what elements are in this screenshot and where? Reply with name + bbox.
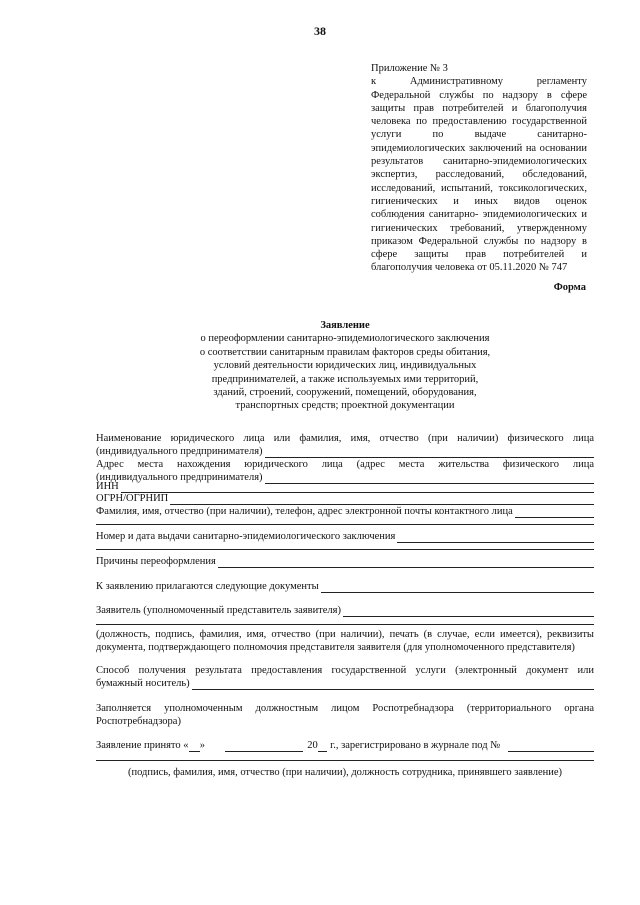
statement-title-block bbox=[150, 319, 540, 413]
contact-input[interactable] bbox=[515, 507, 594, 518]
appendix-line: соблюдения санитарно- эпидемиологических и bbox=[371, 209, 587, 221]
reasons-field bbox=[96, 555, 594, 568]
applicant-field bbox=[96, 604, 594, 617]
reasons-label: Причины переоформления bbox=[96, 556, 216, 567]
inn-label: ИНН bbox=[96, 481, 119, 492]
delivery-method-label: Способ получения результата предоставления государственной услуги (электронный документ или bbox=[96, 665, 594, 676]
acceptor-signature-line[interactable] bbox=[96, 760, 594, 761]
registration-number-input[interactable] bbox=[508, 741, 594, 752]
statement-subtitle-line: условий деятельности юридических лиц, индивидуальных bbox=[213, 360, 477, 372]
accepted-quote-close: » bbox=[199, 740, 205, 751]
accepted-suffix: г., зарегистрировано в журнале под № bbox=[330, 740, 501, 751]
conclusion-number-input[interactable] bbox=[397, 532, 594, 543]
applicant-input-line-2[interactable] bbox=[96, 624, 594, 625]
appendix-title: Приложение № 3 bbox=[371, 63, 448, 74]
statement-subtitle-line: предпринимателей, а также используемых ими территорий, bbox=[211, 373, 479, 385]
ogrn-label: ОГРН/ОГРНИП bbox=[96, 493, 169, 504]
accepted-month-input[interactable] bbox=[225, 741, 303, 752]
accepted-prefix: Заявление принято « bbox=[96, 740, 189, 751]
appendix-line: услуги по выдаче санитарно- bbox=[371, 129, 587, 141]
appendix-line: эпидемиологических заключений на основании bbox=[371, 142, 587, 154]
accepted-year-input[interactable] bbox=[318, 741, 327, 752]
documents-field bbox=[96, 580, 594, 593]
ogrn-input[interactable] bbox=[170, 494, 594, 505]
statement-subtitle-line: зданий, строений, сооружений, помещений, оборудования, bbox=[213, 387, 477, 399]
appendix-line: к Административному регламенту bbox=[371, 76, 587, 88]
conclusion-number-field bbox=[96, 530, 594, 543]
contact-field bbox=[96, 505, 594, 518]
statement-subtitle-line: транспортных средств; проектной документации bbox=[235, 400, 455, 412]
applicant-name-input[interactable] bbox=[265, 447, 594, 458]
accepted-day-input[interactable] bbox=[189, 741, 200, 752]
ogrn-field bbox=[96, 492, 594, 505]
appendix-line: приказом Федеральной службы по надзору в bbox=[371, 235, 587, 247]
delivery-method-label-cont: бумажный носитель) bbox=[96, 678, 190, 689]
appendix-line: исследований, испытаний, токсикологических, bbox=[371, 182, 587, 194]
acceptor-note: (подпись, фамилия, имя, отчество (при наличии), должность сотрудника, принявшего заявление) bbox=[127, 767, 563, 778]
appendix-line: гигиенических требований, утвержденному bbox=[371, 222, 587, 234]
appendix-line: сфере защиты прав потребителей и bbox=[371, 249, 587, 261]
statement-title: Заявление bbox=[320, 320, 370, 331]
address-label: Адрес места нахождения юридического лица (адрес места жительства физического лица bbox=[96, 459, 594, 470]
conclusion-number-input-line-2[interactable] bbox=[96, 549, 594, 550]
signature-note: (должность, подпись, фамилия, имя, отчество (при наличии), печать (в случае, если имеется), реквизиты документа, подтверждающего полномочия представителя заявителя (для уполномоченного представителя) bbox=[96, 629, 594, 653]
accepted-field bbox=[96, 739, 594, 752]
appendix-line: экспертиз, расследований, обследований, bbox=[371, 169, 587, 181]
contact-input-line-2[interactable] bbox=[96, 524, 594, 525]
appendix-line: Федеральной службы по надзору в сфере bbox=[371, 89, 587, 101]
address-label-cont: (индивидуального предпринимателя) bbox=[96, 472, 263, 483]
appendix-line: гигиенических и иных видов оценок bbox=[371, 195, 587, 207]
applicant-input[interactable] bbox=[343, 606, 594, 617]
applicant-name-label: Наименование юридического лица или фамилия, имя, отчество (при наличии) физического лица bbox=[96, 433, 594, 444]
delivery-method-input[interactable] bbox=[192, 679, 594, 690]
page-number: 38 bbox=[314, 24, 326, 38]
appendix-line: человека по предоставлению государственной bbox=[371, 116, 587, 128]
appendix-line: результатов санитарно-эпидемиологических bbox=[371, 156, 587, 168]
appendix-line: защиты прав потребителей и благополучия bbox=[371, 102, 587, 114]
conclusion-number-label: Номер и дата выдачи санитарно-эпидемиологического заключения bbox=[96, 531, 396, 542]
accepted-year-prefix: 20 bbox=[307, 740, 318, 751]
contact-label: Фамилия, имя, отчество (при наличии), телефон, адрес электронной почты контактного лица bbox=[96, 506, 513, 517]
applicant-name-field bbox=[96, 432, 594, 458]
documents-input[interactable] bbox=[321, 582, 594, 593]
appendix-line: благополучия человека от 05.11.2020 № 747 bbox=[371, 262, 568, 274]
official-fill-note: Заполняется уполномоченным должностным лицом Роспотребнадзора (территориального органа Роспотребнадзора) bbox=[96, 703, 594, 727]
documents-label: К заявлению прилагаются следующие документы bbox=[96, 581, 319, 592]
delivery-method-field bbox=[96, 664, 594, 690]
applicant-name-label-cont: (индивидуального предпринимателя) bbox=[96, 446, 263, 457]
reasons-input[interactable] bbox=[218, 557, 594, 568]
appendix-block bbox=[371, 62, 587, 275]
applicant-label: Заявитель (уполномоченный представитель заявителя) bbox=[96, 605, 341, 616]
statement-subtitle-line: о переоформлении санитарно-эпидемиологического заключения bbox=[200, 333, 490, 345]
form-label: Форма bbox=[553, 282, 586, 293]
statement-subtitle-line: о соответствии санитарным правилам факторов среды обитания, bbox=[199, 346, 491, 358]
